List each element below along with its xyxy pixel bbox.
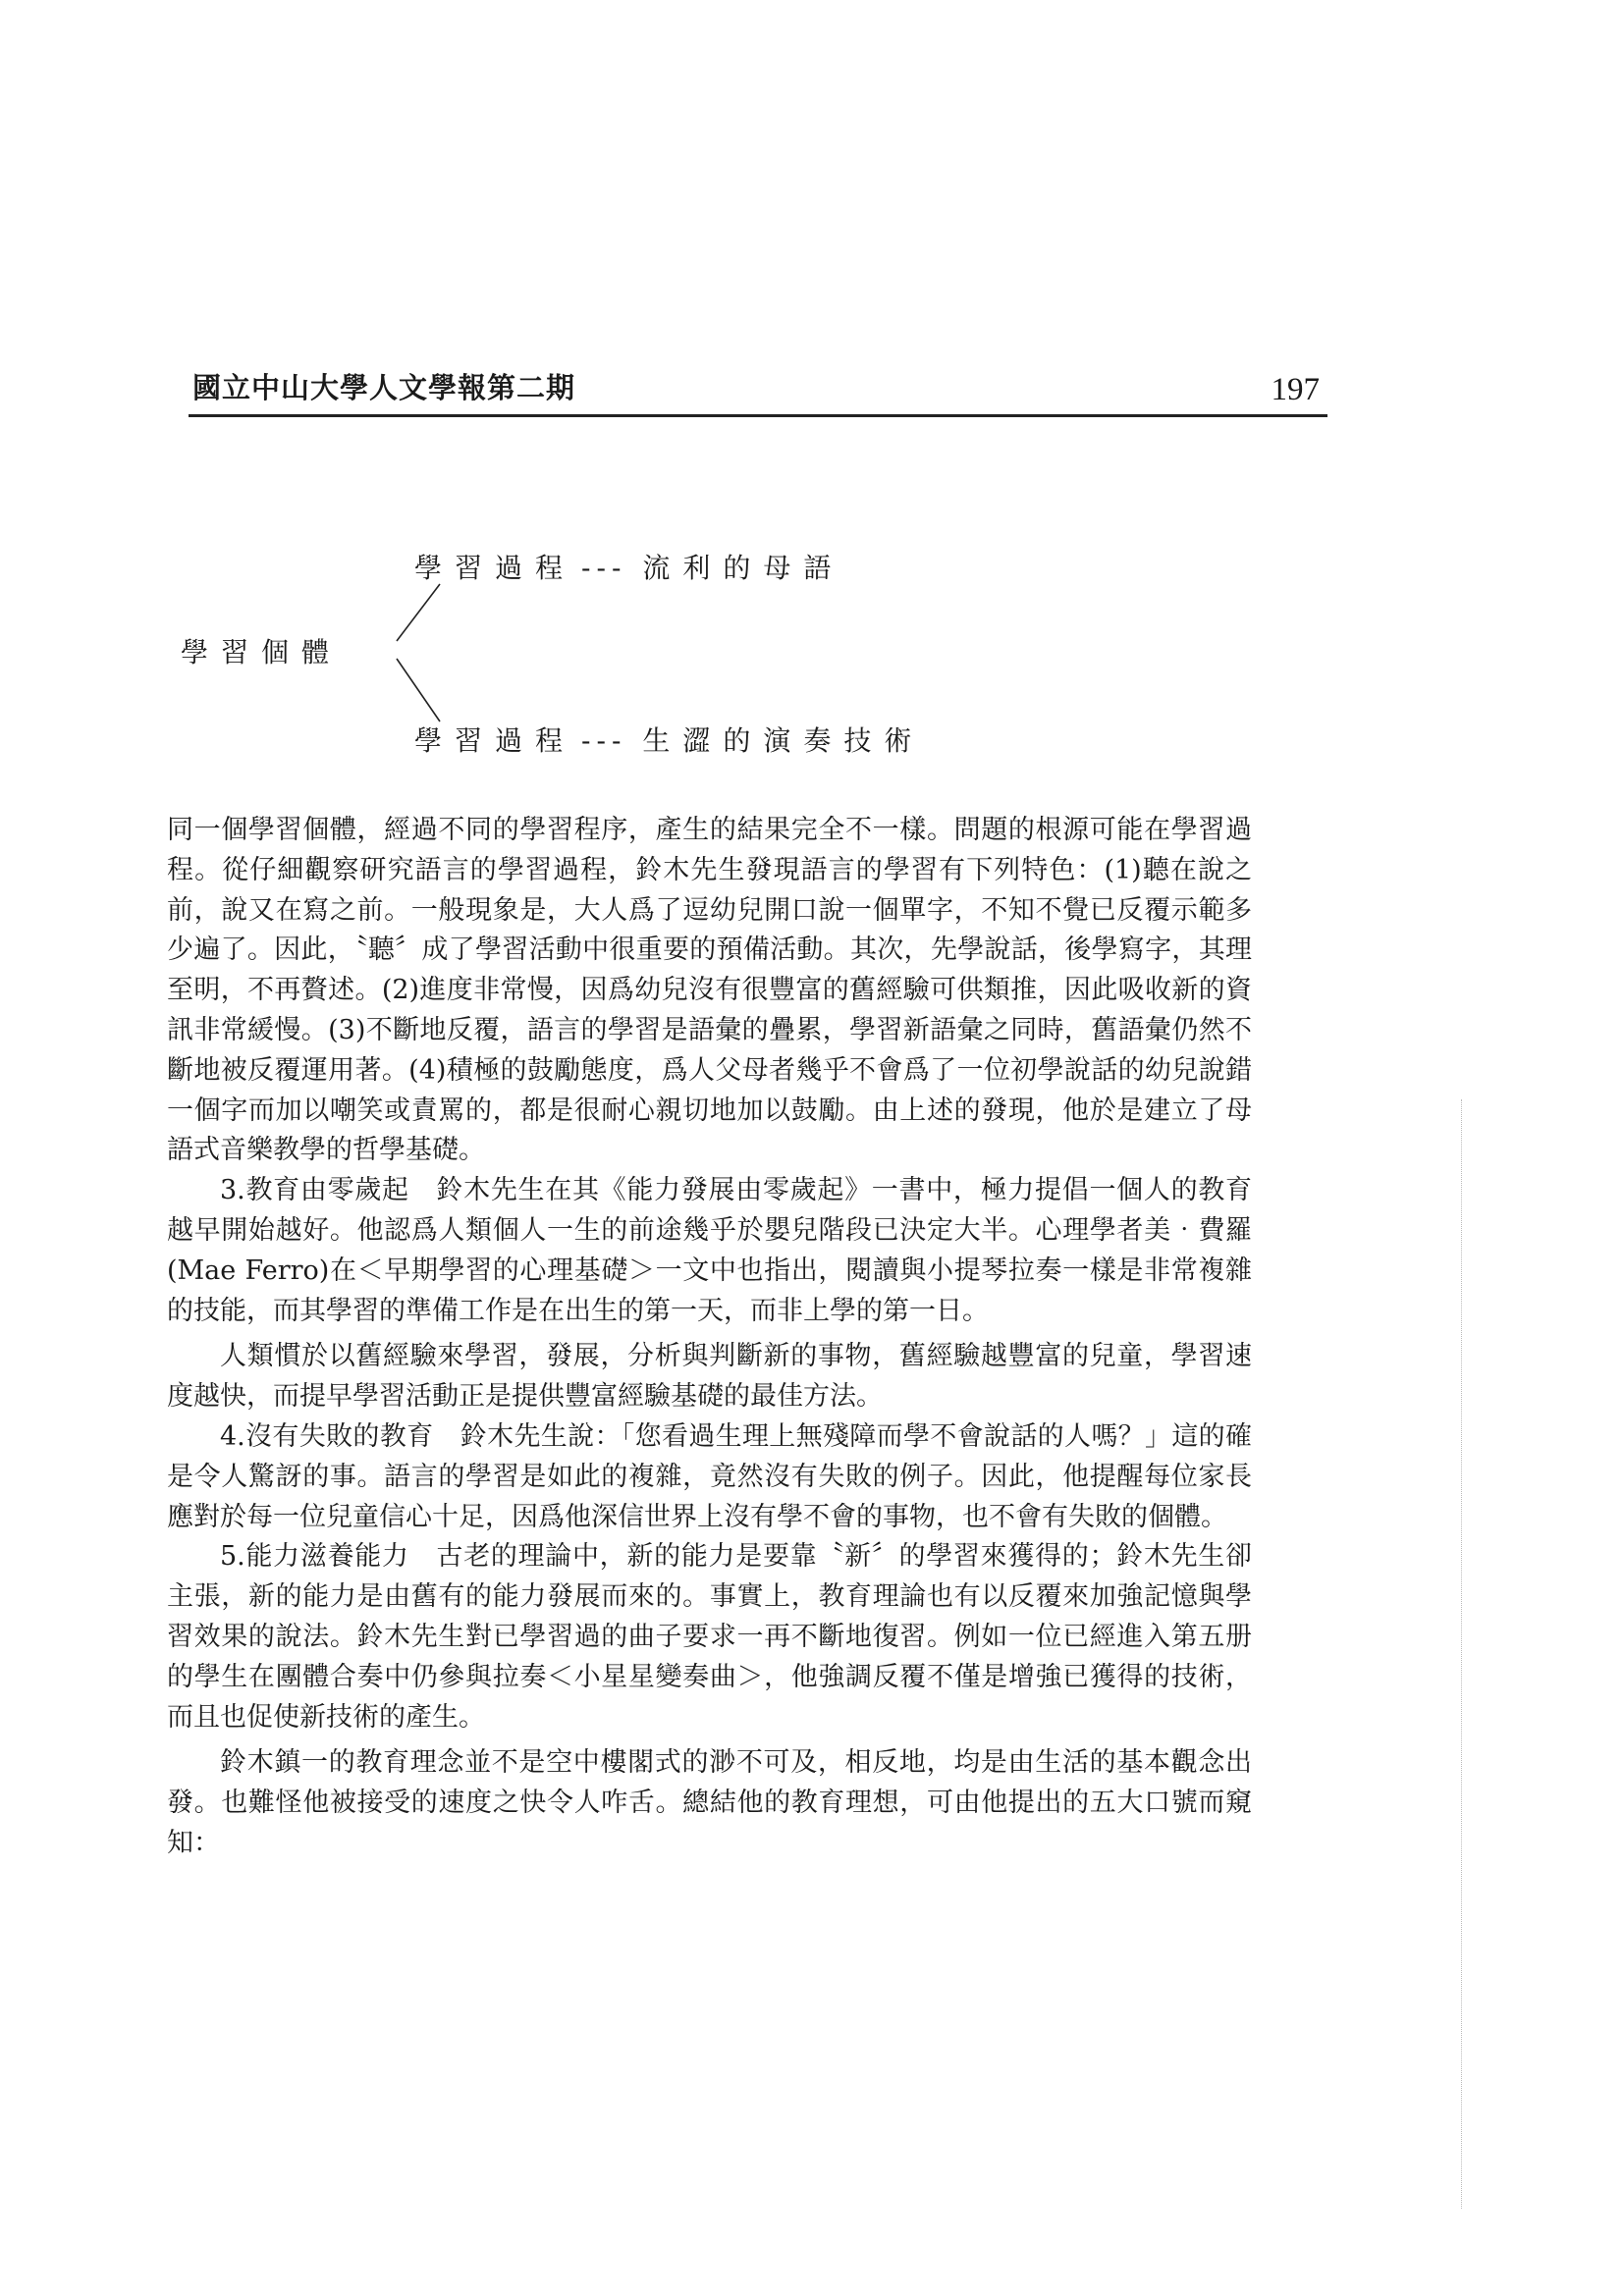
branch-bottom-process: 學習過程 (414, 724, 576, 757)
diagram-root: 學習個體 (181, 636, 343, 668)
paragraph: 5.能力滋養能力 古老的理論中，新的能力是要靠〝新〞的學習來獲得的；鈴木先生卻主張，新的能力是由舊有的能力發展而來的。事實上，教育理論也有以反覆來加強記憶與學習效果的說法。鈴木先生對已學習過的曲子要求一再不斷地復習。例如一位已經進入第五册的學生在團體合奏中仍參與拉奏＜小星星變奏曲＞，他強調反覆不僅是增強已獲得的技術，而且也促使新技術的產生。 (167, 1541, 1252, 1733)
body-text (167, 811, 1252, 1864)
paragraph: 4.沒有失敗的教育 鈴木先生說：「您看過生理上無殘障而學不會說話的人嗎？」這的確是令人驚訝的事。語言的學習是如此的複雜，竟然沒有失敗的例子。因此，他提醒每位家長應對於每一位兒童信心十足，因爲他深信世界上沒有學不會的事物，也不會有失敗的個體。 (167, 1420, 1252, 1532)
branch-top-dash: --- (581, 552, 627, 584)
scan-artifact-line (1461, 1099, 1463, 2209)
diagram-branch-top (414, 547, 843, 586)
paragraph: 人類慣於以舊經驗來學習，發展，分析與判斷新的事物，舊經驗越豐富的兒童，學習速度越快，而提早學習活動正是提供豐富經驗基礎的最佳方法。 (167, 1341, 1252, 1413)
branch-bottom-result: 生澀的演奏技術 (642, 724, 925, 757)
lower-branch-line (397, 659, 440, 721)
paragraph: 3.教育由零歲起 鈴木先生在其《能力發展由零歲起》一書中，極力提倡一個人的教育越早開始越好。他認爲人類個人一生的前途幾乎於嬰兒階段已決定大半。心理學者美‧費羅(Mae Ferro)在＜早期學習的心理基礎＞一文中也指出，閱讀與小提琴拉奏一樣是非常複雜的技能，而其學習的準備工作是在出生的第一天，而非上學的第一日。 (167, 1175, 1252, 1326)
upper-branch-line (397, 584, 440, 641)
branch-top-result: 流利的母語 (642, 552, 844, 584)
page-number: 197 (1271, 372, 1320, 407)
paragraph: 鈴木鎮一的教育理念並不是空中樓閣式的渺不可及，相反地，均是由生活的基本觀念出發。也難怪他被接受的速度之快令人咋舌。總結他的教育理想，可由他提出的五大口號而窺知： (167, 1747, 1252, 1858)
page-header (189, 357, 1327, 417)
paragraph: 同一個學習個體，經過不同的學習程序，產生的結果完全不一樣。問題的根源可能在學習過程。從仔細觀察研究語言的學習過程，鈴木先生發現語言的學習有下列特色：(1)聽在說之前，說又在寫之前。一般現象是，大人爲了逗幼兒開口說一個單字，不知不覺已反覆示範多少遍了。因此，〝聽〞成了學習活動中很重要的預備活動。其次，先學說話，後學寫字，其理至明，不再贅述。(2)進度非常慢，因爲幼兒沒有很豐富的舊經驗可供類推，因此吸收新的資訊非常緩慢。(3)不斷地反覆，語言的學習是語彙的疊累，學習新語彙之同時，舊語彙仍然不斷地被反覆運用著。(4)積極的鼓勵態度，爲人父母者幾乎不會爲了一位初學說話的幼兒說錯一個字而加以嘲笑或責罵的，都是很耐心親切地加以鼓勵。由上述的發現，他於是建立了母語式音樂教學的哲學基礎。 (167, 815, 1252, 1166)
journal-title: 國立中山大學人文學報第二期 (192, 371, 576, 404)
learning-process-diagram (167, 535, 1051, 771)
branch-bottom-dash: --- (581, 724, 627, 757)
branch-top-process: 學習過程 (414, 552, 576, 584)
diagram-branch-bottom (414, 720, 924, 759)
